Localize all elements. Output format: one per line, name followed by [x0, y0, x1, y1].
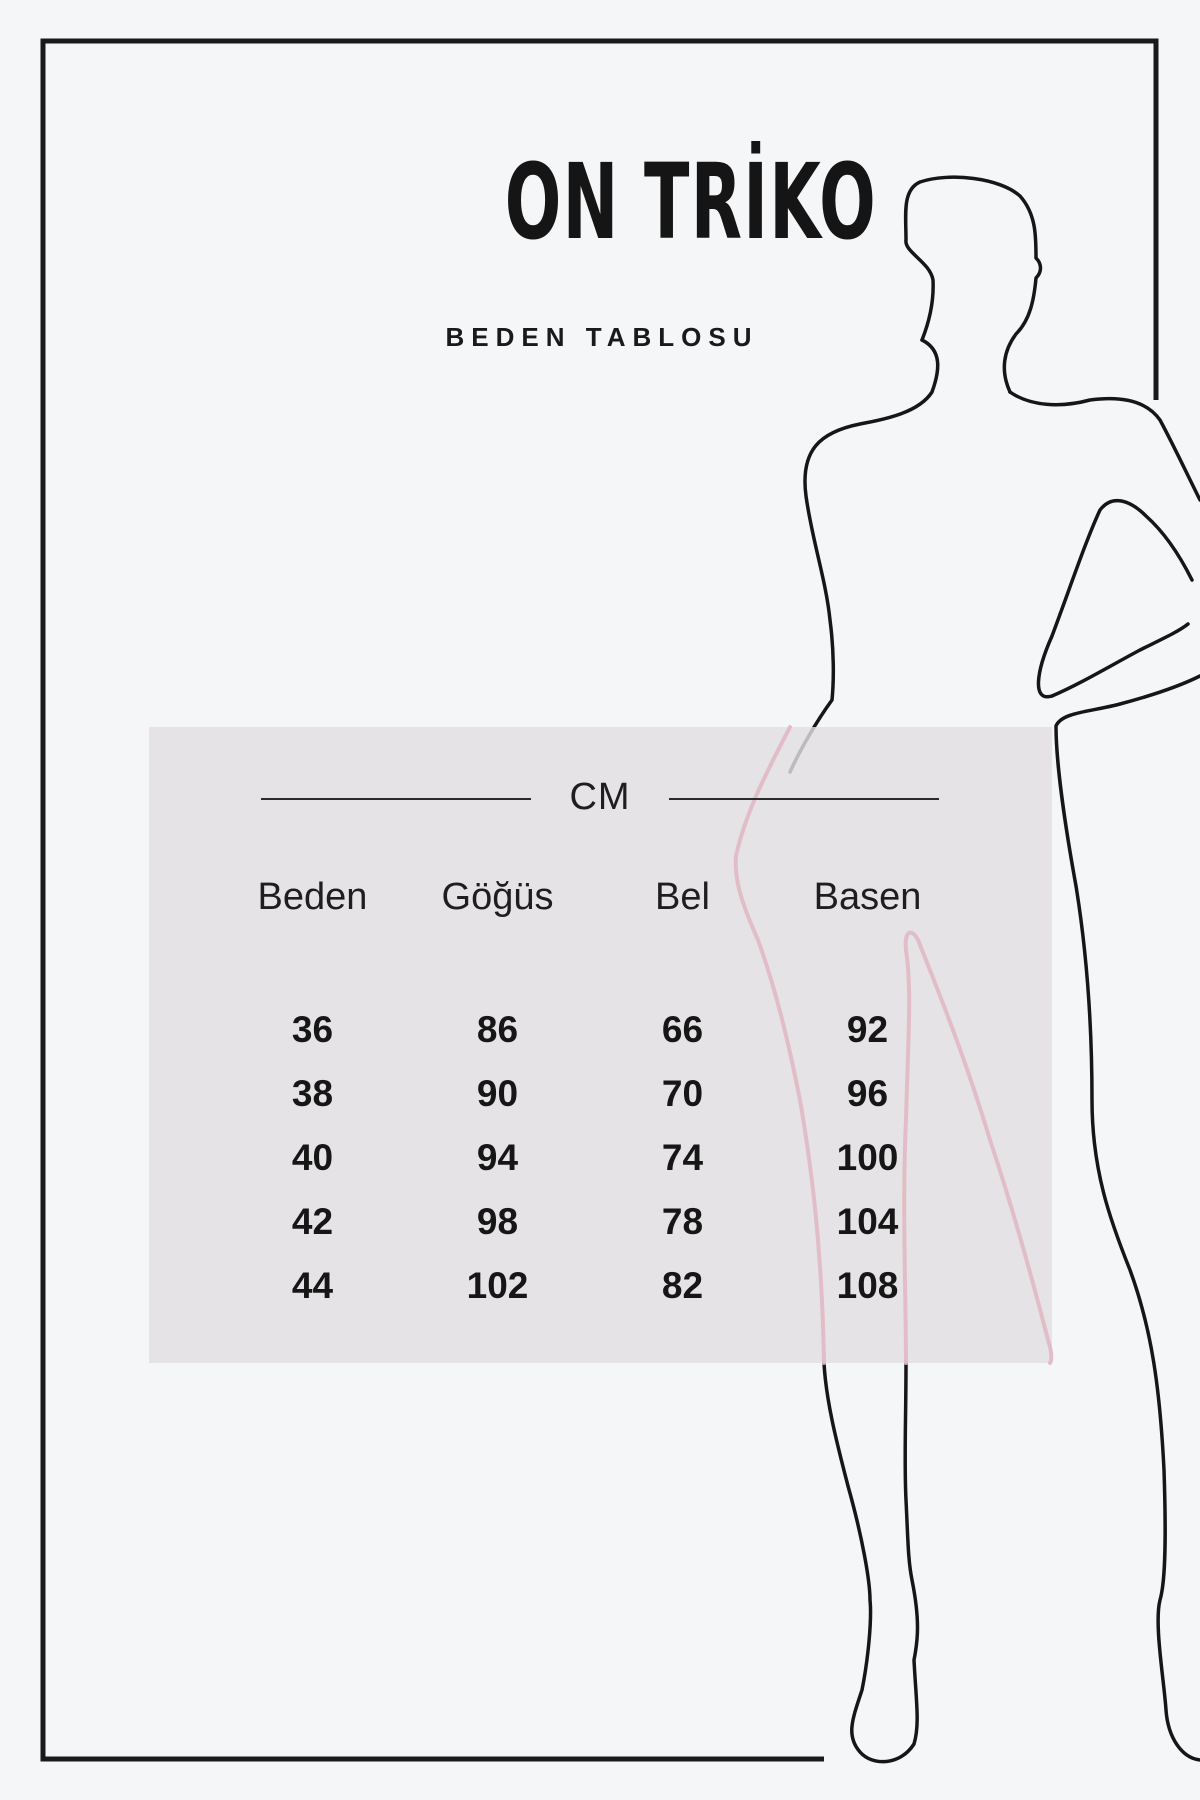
cell-gogus: 86 [476, 1009, 519, 1050]
column-header-beden: Beden [257, 875, 368, 918]
cell-bel: 66 [661, 1009, 704, 1050]
unit-label: CM [569, 776, 631, 818]
cell-bel: 82 [661, 1265, 704, 1306]
brand-logo: ON TRİKO [504, 141, 877, 263]
cell-gogus: 94 [476, 1137, 519, 1178]
cell-bel: 70 [661, 1073, 704, 1114]
cell-beden: 40 [291, 1137, 334, 1178]
table-row [220, 1062, 960, 1126]
table-row [220, 998, 960, 1062]
cell-basen: 92 [846, 1009, 889, 1050]
cell-beden: 36 [291, 1009, 334, 1050]
table-header-row [220, 870, 960, 998]
divider-right [669, 798, 939, 800]
column-header-bel: Bel [655, 875, 710, 918]
cell-basen: 96 [846, 1073, 889, 1114]
cell-beden: 44 [291, 1265, 334, 1306]
cell-gogus: 98 [476, 1201, 519, 1242]
divider-left [261, 798, 531, 800]
cell-beden: 42 [291, 1201, 334, 1242]
table-row [220, 1190, 960, 1254]
table-row [220, 1254, 960, 1318]
cell-gogus: 102 [466, 1265, 529, 1306]
unit-header [259, 776, 941, 822]
cell-basen: 104 [836, 1201, 899, 1242]
cell-bel: 78 [661, 1201, 704, 1242]
brand-header [400, 141, 877, 263]
page-title: BEDEN TABLOSU [445, 322, 759, 352]
table-row [220, 1126, 960, 1190]
cell-beden: 38 [291, 1073, 334, 1114]
column-header-gogus: Göğüs [441, 875, 554, 918]
cell-basen: 108 [836, 1265, 899, 1306]
cell-basen: 100 [836, 1137, 899, 1178]
size-table [220, 870, 960, 1318]
column-header-basen: Basen [813, 875, 922, 918]
cell-bel: 74 [661, 1137, 704, 1178]
cell-gogus: 90 [476, 1073, 519, 1114]
